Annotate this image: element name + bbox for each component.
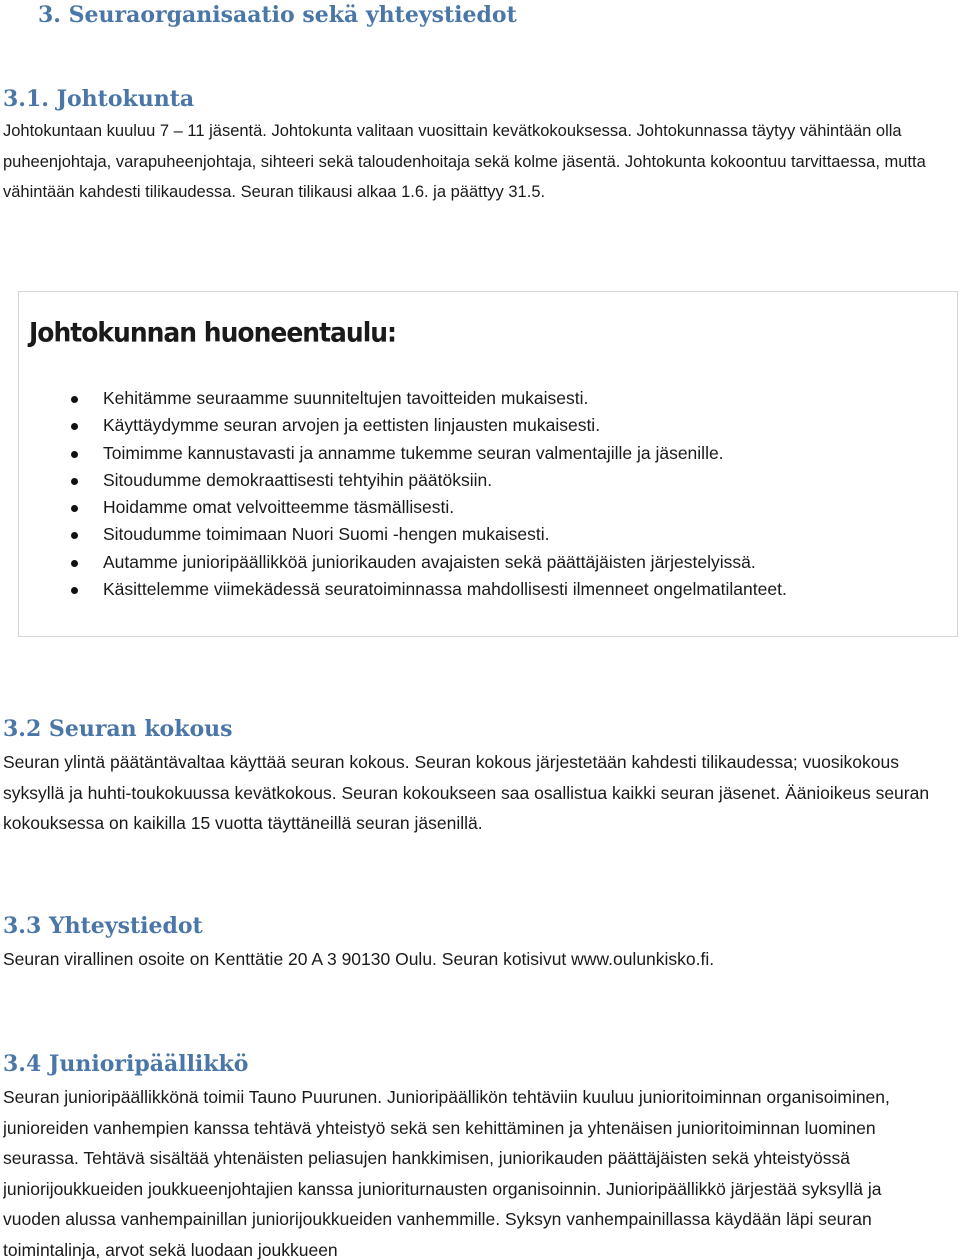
list-item-text: Sitoudumme demokraattisesti tehtyihin päätöksiin.: [103, 469, 493, 490]
board-rules-title: Johtokunnan huoneentaulu:: [29, 316, 397, 349]
list-item: [19, 412, 949, 439]
list-item: [19, 440, 949, 467]
bullet-icon: [71, 478, 78, 485]
bullet-icon: [71, 396, 78, 403]
seuran-kokous-paragraph: Seuran ylintä päätäntävaltaa käyttää seuran kokous. Seuran kokous järjestetään kahdesti tilikaudessa; vuosikokous syksyllä ja huhti-toukokuussa kevätkokous. Seuran kokoukseen saa osallistua kaikki seuran jäsenet. Äänioikeus seuran kokouksessa on kaikilla 15 vuotta täyttäneillä seuran jäsenillä.: [3, 752, 930, 833]
bullet-icon: [71, 587, 78, 594]
junioripaallikko-paragraph: Seuran junioripäällikkönä toimii Tauno Puurunen. Junioripäällikön tehtäviin kuuluu junioritoiminnan organisoiminen, junioreiden vanhempien kanssa tehtävä yhteistyö sekä sen kehittäminen ja yhtenäisen junioritoiminnan luominen seurassa. Tehtävä sisältää yhtenäisten peliasujen hankkimisen, juniorikauden päättäjäisten sekä yhteistyössä juniorijoukkueiden joukkueenjohtajien kanssa junioriturnausten organisoinnin. Junioripäällikkö järjestää syksyllä ja vuoden alussa vanhempainillan juniorijoukkueiden vanhemmille. Syksyn vanhempainillassa käydään läpi seuran toimintalinja, arvot sekä luodaan joukkueen: [3, 1087, 890, 1260]
list-item-text: Sitoudumme toimimaan Nuori Suomi -hengen mukaisesti.: [103, 524, 550, 545]
subsection-title-seuran-kokous: 3.2 Seuran kokous: [3, 716, 233, 742]
list-item-text: Käsittelemme viimekädessä seuratoiminnassa mahdollisesti ilmenneet ongelmatilanteet.: [103, 579, 787, 600]
list-item-text: Toimimme kannustavasti ja annamme tukemme seuran valmentajille ja jäsenille.: [103, 442, 724, 463]
section-title: 3. Seuraorganisaatio sekä yhteystiedot: [38, 2, 517, 28]
list-item-text: Hoidamme omat velvoitteemme täsmällisesti.: [103, 497, 455, 518]
bullet-icon: [71, 560, 78, 567]
list-item: [19, 494, 949, 521]
list-item-text: Autamme junioripäällikköä juniorikauden avajaisten sekä päättäjäisten järjestelyissä.: [103, 551, 756, 572]
list-item: [19, 385, 949, 412]
list-item: [19, 576, 949, 603]
subsection-title-johtokunta: 3.1. Johtokunta: [3, 86, 195, 112]
board-rules-list: [19, 385, 949, 603]
list-item: [19, 549, 949, 576]
list-item: [19, 467, 949, 494]
bullet-icon: [71, 451, 78, 458]
list-item-text: Kehitämme seuraamme suunniteltujen tavoitteiden mukaisesti.: [103, 388, 589, 408]
subsection-title-yhteystiedot: 3.3 Yhteystiedot: [3, 913, 203, 939]
yhteystiedot-paragraph: Seuran virallinen osoite on Kenttätie 20 A 3 90130 Oulu. Seuran kotisivut www.oulunkisko.fi.: [3, 949, 715, 969]
bullet-icon: [71, 505, 78, 512]
bullet-icon: [71, 423, 78, 430]
board-rules-box: [18, 291, 958, 637]
subsection-title-junioripaallikko: 3.4 Junioripäällikkö: [3, 1051, 249, 1077]
bullet-icon: [71, 532, 78, 539]
list-item-text: Käyttäydymme seuran arvojen ja eettisten linjausten mukaisesti.: [103, 415, 601, 436]
list-item: [19, 521, 949, 548]
johtokunta-paragraph: Johtokuntaan kuuluu 7 – 11 jäsentä. Johtokunta valitaan vuosittain kevätkokouksessa. Johtokunnassa täytyy vähintään olla puheenjohtaja, varapuheenjohtaja, sihteeri sekä taloudenhoitaja sekä kolme jäsentä. Johtokunta kokoontuu tarvittaessa, mutta vähintään kahdesti tilikaudessa. Seuran tilikausi alkaa 1.6. ja päättyy 31.5.: [3, 122, 926, 201]
